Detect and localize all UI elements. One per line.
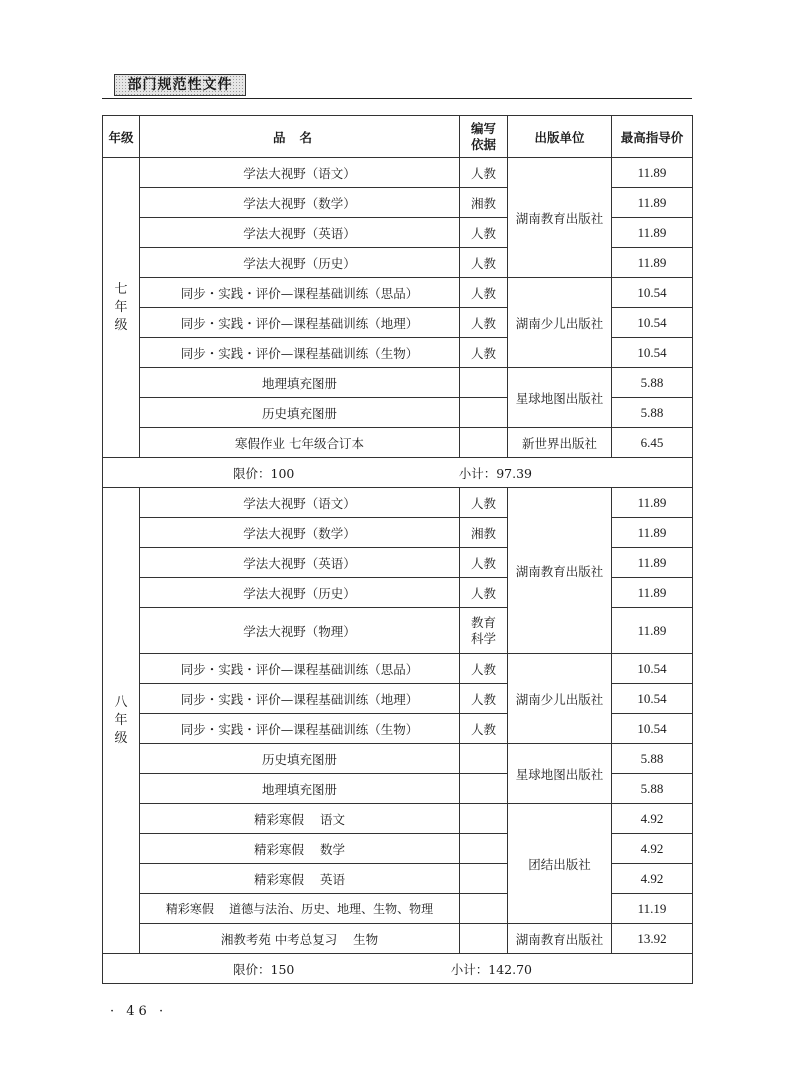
item-name: 精彩寒假 英语	[140, 864, 460, 894]
item-name: 学法大视野（语文）	[140, 158, 460, 188]
item-basis	[460, 744, 508, 774]
item-price: 5.88	[612, 774, 693, 804]
item-publisher: 团结出版社	[508, 804, 612, 924]
item-basis: 人教	[460, 308, 508, 338]
grade7-summary	[103, 458, 693, 488]
grade8-limit: 限价：150	[233, 961, 295, 977]
item-basis: 人教	[460, 714, 508, 744]
item-basis	[460, 428, 508, 458]
item-price: 11.89	[612, 578, 693, 608]
table-header-row	[103, 116, 693, 158]
item-publisher: 星球地图出版社	[508, 744, 612, 804]
grade7-summary-row	[103, 458, 693, 488]
item-publisher: 星球地图出版社	[508, 368, 612, 428]
item-name: 学法大视野（英语）	[140, 548, 460, 578]
item-basis: 教育 科学	[460, 608, 508, 654]
item-publisher: 湖南教育出版社	[508, 924, 612, 954]
grade8-summary-row	[103, 954, 693, 984]
item-name: 历史填充图册	[140, 744, 460, 774]
item-price: 5.88	[612, 368, 693, 398]
item-price: 10.54	[612, 308, 693, 338]
item-price: 10.54	[612, 684, 693, 714]
grade7-label: 七 年 级	[103, 158, 140, 458]
item-basis: 人教	[460, 278, 508, 308]
grade7-subtotal: 小计：97.39	[458, 465, 532, 481]
item-basis	[460, 924, 508, 954]
item-basis	[460, 368, 508, 398]
item-name: 同步・实践・评价—课程基础训练（地理）	[140, 308, 460, 338]
item-basis: 人教	[460, 578, 508, 608]
item-price: 4.92	[612, 864, 693, 894]
item-price: 11.89	[612, 488, 693, 518]
item-name: 同步・实践・评价—课程基础训练（生物）	[140, 714, 460, 744]
table-row	[103, 368, 693, 398]
item-name: 历史填充图册	[140, 398, 460, 428]
item-price: 11.89	[612, 548, 693, 578]
item-name: 学法大视野（数学）	[140, 518, 460, 548]
item-name: 地理填充图册	[140, 368, 460, 398]
header-divider	[102, 98, 692, 99]
item-price: 4.92	[612, 804, 693, 834]
header-basis: 编写 依据	[460, 116, 508, 158]
item-basis	[460, 864, 508, 894]
item-price: 11.89	[612, 248, 693, 278]
item-basis	[460, 804, 508, 834]
table-row	[103, 158, 693, 188]
item-name: 同步・实践・评价—课程基础训练（生物）	[140, 338, 460, 368]
item-price: 11.89	[612, 608, 693, 654]
item-publisher: 新世界出版社	[508, 428, 612, 458]
section-header-label: 部门规范性文件	[114, 74, 246, 96]
item-price: 11.89	[612, 218, 693, 248]
item-basis: 人教	[460, 488, 508, 518]
item-price: 10.54	[612, 654, 693, 684]
item-price: 5.88	[612, 398, 693, 428]
item-price: 11.89	[612, 158, 693, 188]
item-publisher: 湖南少儿出版社	[508, 654, 612, 744]
table-row	[103, 654, 693, 684]
item-name: 同步・实践・评价—课程基础训练（思品）	[140, 654, 460, 684]
item-name: 学法大视野（数学）	[140, 188, 460, 218]
item-name: 学法大视野（英语）	[140, 218, 460, 248]
grade8-summary	[103, 954, 693, 984]
item-name: 学法大视野（历史）	[140, 248, 460, 278]
table-row	[103, 744, 693, 774]
item-price: 11.89	[612, 518, 693, 548]
header-grade: 年级	[103, 116, 140, 158]
item-name: 湘教考苑 中考总复习 生物	[140, 924, 460, 954]
grade8-label: 八 年 级	[103, 488, 140, 954]
item-name: 学法大视野（物理）	[140, 608, 460, 654]
table-row	[103, 488, 693, 518]
header-publisher: 出版单位	[508, 116, 612, 158]
table-row	[103, 278, 693, 308]
item-name: 同步・实践・评价—课程基础训练（思品）	[140, 278, 460, 308]
item-basis	[460, 894, 508, 924]
grade7-limit: 限价：100	[233, 465, 295, 481]
item-price: 4.92	[612, 834, 693, 864]
item-publisher: 湖南教育出版社	[508, 158, 612, 278]
item-basis: 湘教	[460, 518, 508, 548]
item-price: 10.54	[612, 338, 693, 368]
item-name: 地理填充图册	[140, 774, 460, 804]
item-name: 精彩寒假 数学	[140, 834, 460, 864]
item-price: 6.45	[612, 428, 693, 458]
table-row	[103, 924, 693, 954]
item-name: 精彩寒假 道德与法治、历史、地理、生物、物理	[140, 894, 460, 924]
table-row	[103, 804, 693, 834]
grade8-subtotal: 小计：142.70	[450, 961, 532, 977]
item-basis: 人教	[460, 654, 508, 684]
item-publisher: 湖南教育出版社	[508, 488, 612, 654]
item-basis	[460, 774, 508, 804]
item-basis: 人教	[460, 158, 508, 188]
item-price: 11.19	[612, 894, 693, 924]
item-name: 学法大视野（语文）	[140, 488, 460, 518]
table-row	[103, 428, 693, 458]
item-basis	[460, 398, 508, 428]
price-table	[102, 115, 693, 984]
header-name: 品名	[140, 116, 460, 158]
page-number: · 46 ·	[110, 1004, 168, 1019]
item-basis: 人教	[460, 548, 508, 578]
item-name: 同步・实践・评价—课程基础训练（地理）	[140, 684, 460, 714]
item-price: 10.54	[612, 278, 693, 308]
item-basis: 人教	[460, 248, 508, 278]
item-basis: 湘教	[460, 188, 508, 218]
header-price: 最高指导价	[612, 116, 693, 158]
item-basis: 人教	[460, 218, 508, 248]
item-price: 13.92	[612, 924, 693, 954]
item-basis: 人教	[460, 338, 508, 368]
item-basis: 人教	[460, 684, 508, 714]
item-name: 精彩寒假 语文	[140, 804, 460, 834]
item-price: 5.88	[612, 744, 693, 774]
item-price: 10.54	[612, 714, 693, 744]
item-basis	[460, 834, 508, 864]
item-name: 学法大视野（历史）	[140, 578, 460, 608]
item-publisher: 湖南少儿出版社	[508, 278, 612, 368]
item-name: 寒假作业 七年级合订本	[140, 428, 460, 458]
item-price: 11.89	[612, 188, 693, 218]
